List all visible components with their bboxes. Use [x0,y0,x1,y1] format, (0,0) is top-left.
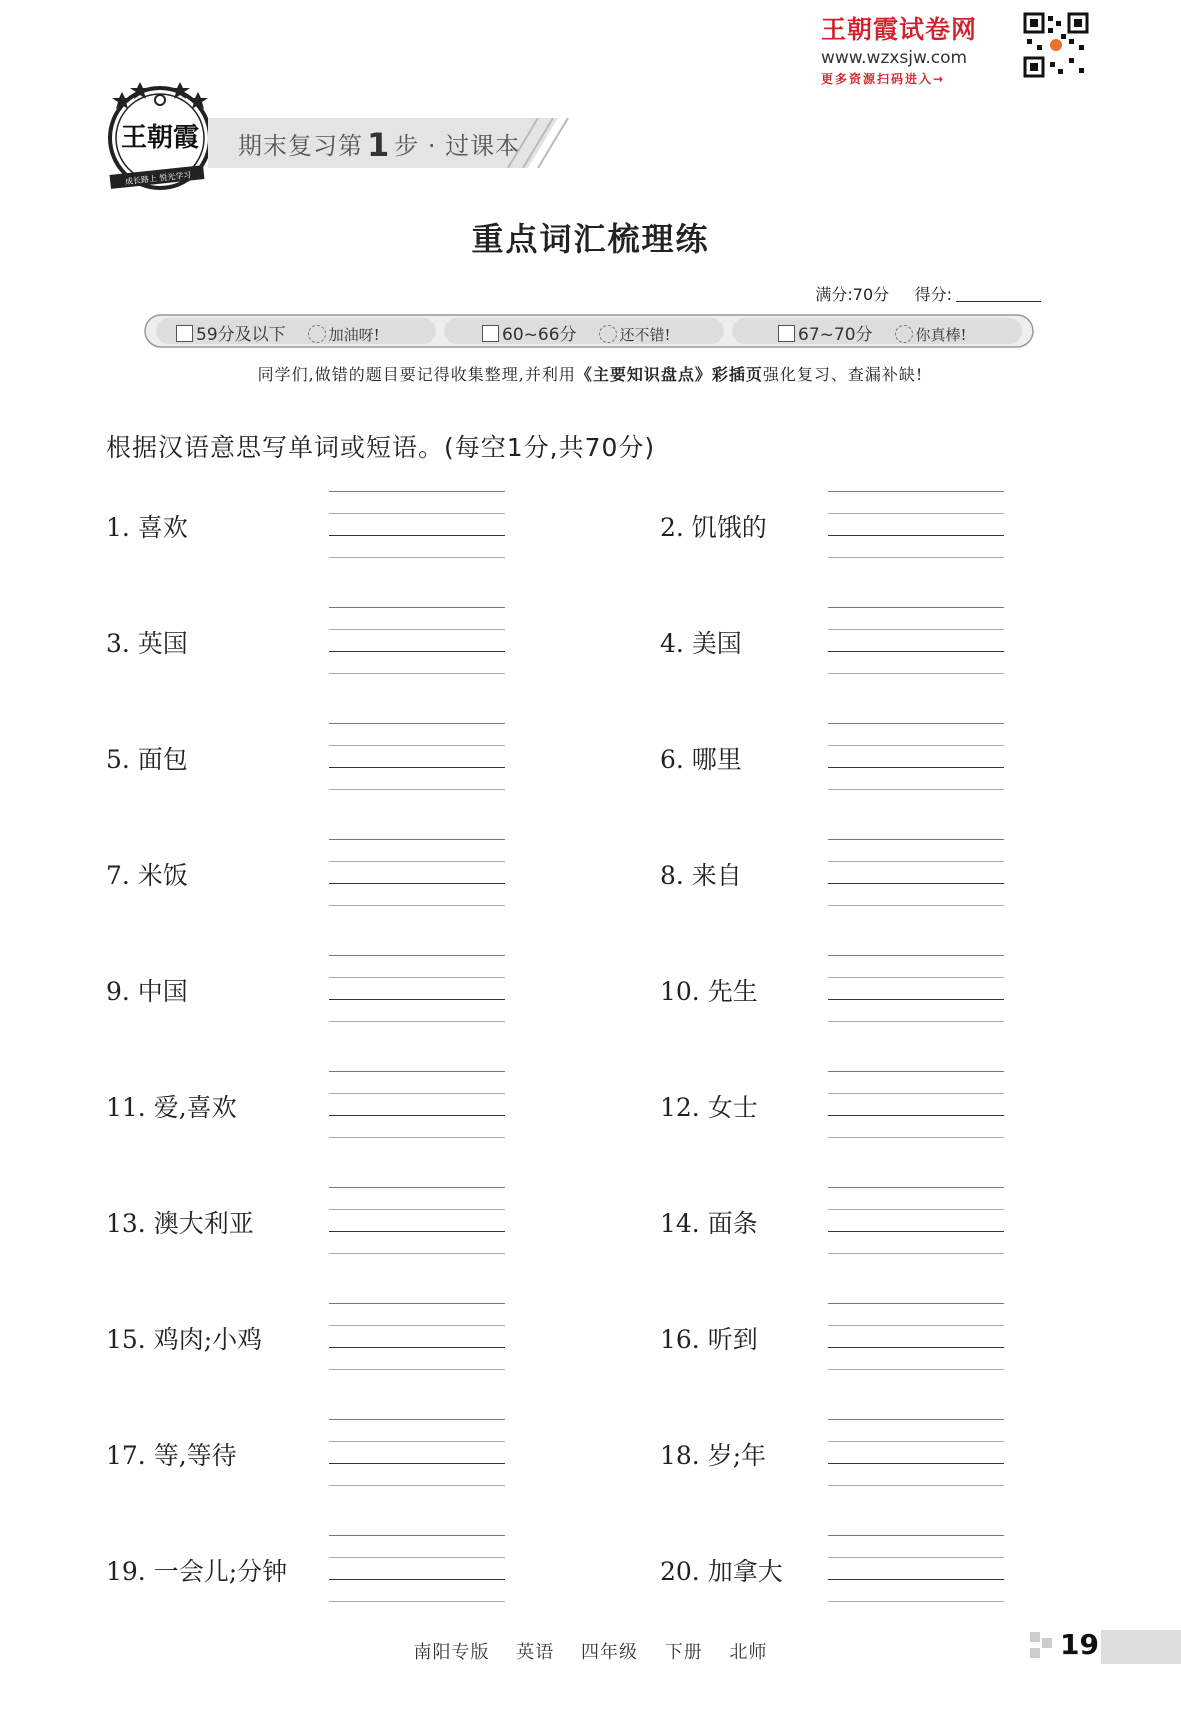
answer-lines[interactable] [828,607,1004,675]
vocab-item: 14. 面条 [660,1209,758,1238]
vocab-item: 9. 中国 [106,977,188,1006]
full-score-label: 满分:70分 [815,285,890,304]
answer-lines[interactable] [329,1419,505,1487]
vocab-item: 15. 鸡肉;小鸡 [106,1325,263,1354]
wangzhaoxia-logo [102,78,224,200]
banner-title [238,126,520,164]
brand-scan-text: 更多资源扫码进入→ [821,72,946,86]
answer-lines[interactable] [828,839,1004,907]
note-post: 强化复习、查漏补缺! [762,365,924,384]
grade-range: 67~70分 [798,325,873,345]
note-pre: 同学们,做错的题目要记得收集整理,并利用 [257,365,576,384]
answer-lines[interactable] [329,1187,505,1255]
vocab-item: 2. 饥饿的 [660,513,767,542]
score-line [815,282,1041,305]
answer-lines[interactable] [828,491,1004,559]
checkbox[interactable] [778,325,795,342]
exercise-instruction: 根据汉语意思写单词或短语。(每空1分,共70分) [106,433,656,462]
note-bold: 《主要知识盘点》彩插页 [575,365,763,384]
grade-comment: 还不错! [619,326,671,344]
answer-lines[interactable] [329,1535,505,1603]
footer-edition [0,1638,1181,1664]
got-score-label: 得分: [914,285,952,304]
footer-volume: 下册 [664,1642,703,1663]
score-input[interactable] [956,287,1041,302]
answer-lines[interactable] [828,955,1004,1023]
vocab-item: 18. 岁;年 [660,1441,767,1470]
vocab-item: 1. 喜欢 [106,513,188,542]
page-corner-squares-icon [1030,1632,1054,1660]
grade-comment: 加油呀! [328,326,380,344]
brand-name: 王朝霞试卷网 [821,15,978,44]
banner-suffix: 步 · 过课本 [394,132,521,160]
vocab-item: 7. 米饭 [106,861,188,890]
page-number: 19 [1060,1628,1099,1661]
answer-lines[interactable] [329,839,505,907]
brand-url[interactable]: www.wzxsjw.com [821,48,968,68]
svg-text:王朝霞: 王朝霞 [120,123,200,153]
footer-region: 南阳专版 [413,1642,490,1663]
smiley-icon [599,325,617,343]
answer-lines[interactable] [828,1303,1004,1371]
grade-range: 59分及以下 [196,325,286,345]
review-note [0,362,1181,385]
answer-lines[interactable] [329,1071,505,1139]
vocab-item: 19. 一会儿;分钟 [106,1557,288,1586]
answer-lines[interactable] [329,955,505,1023]
grade-comment: 你真棒! [915,326,967,344]
answer-lines[interactable] [329,723,505,791]
footer-publisher: 北师 [729,1642,768,1663]
vocab-item: 11. 爱,喜欢 [106,1093,237,1122]
grade-option-mid[interactable] [482,320,671,345]
vocab-item: 5. 面包 [106,745,188,774]
answer-lines[interactable] [329,607,505,675]
vocab-item: 20. 加拿大 [660,1557,783,1586]
page-tab [1101,1630,1181,1664]
footer-subject: 英语 [516,1642,555,1663]
vocab-item: 3. 英国 [106,629,188,658]
vocab-item: 16. 听到 [660,1325,758,1354]
answer-lines[interactable] [828,1535,1004,1603]
checkbox[interactable] [482,325,499,342]
grade-option-high[interactable] [778,320,967,345]
page-title: 重点词汇梳理练 [471,220,710,258]
vocab-item: 4. 美国 [660,629,742,658]
answer-lines[interactable] [828,1071,1004,1139]
brand-block [821,10,991,87]
vocab-item: 10. 先生 [660,977,758,1006]
qr-code-icon[interactable] [1023,12,1089,78]
footer-grade: 四年级 [581,1642,638,1663]
banner-prefix: 期末复习第 [238,132,363,160]
banner-step: 1 [367,126,391,164]
smiley-icon [895,325,913,343]
smiley-icon [308,325,326,343]
svg-text:成长路上 悦光学习: 成长路上 悦光学习 [124,170,192,187]
vocab-item: 12. 女士 [660,1093,758,1122]
vocab-item: 17. 等,等待 [106,1441,237,1470]
answer-lines[interactable] [828,723,1004,791]
grade-option-low[interactable] [176,320,380,345]
answer-lines[interactable] [329,1303,505,1371]
answer-lines[interactable] [828,1187,1004,1255]
checkbox[interactable] [176,325,193,342]
answer-lines[interactable] [828,1419,1004,1487]
vocab-item: 13. 澳大利亚 [106,1209,254,1238]
grade-range: 60~66分 [502,325,577,345]
vocab-item: 8. 来自 [660,861,742,890]
answer-lines[interactable] [329,491,505,559]
vocab-item: 6. 哪里 [660,745,742,774]
